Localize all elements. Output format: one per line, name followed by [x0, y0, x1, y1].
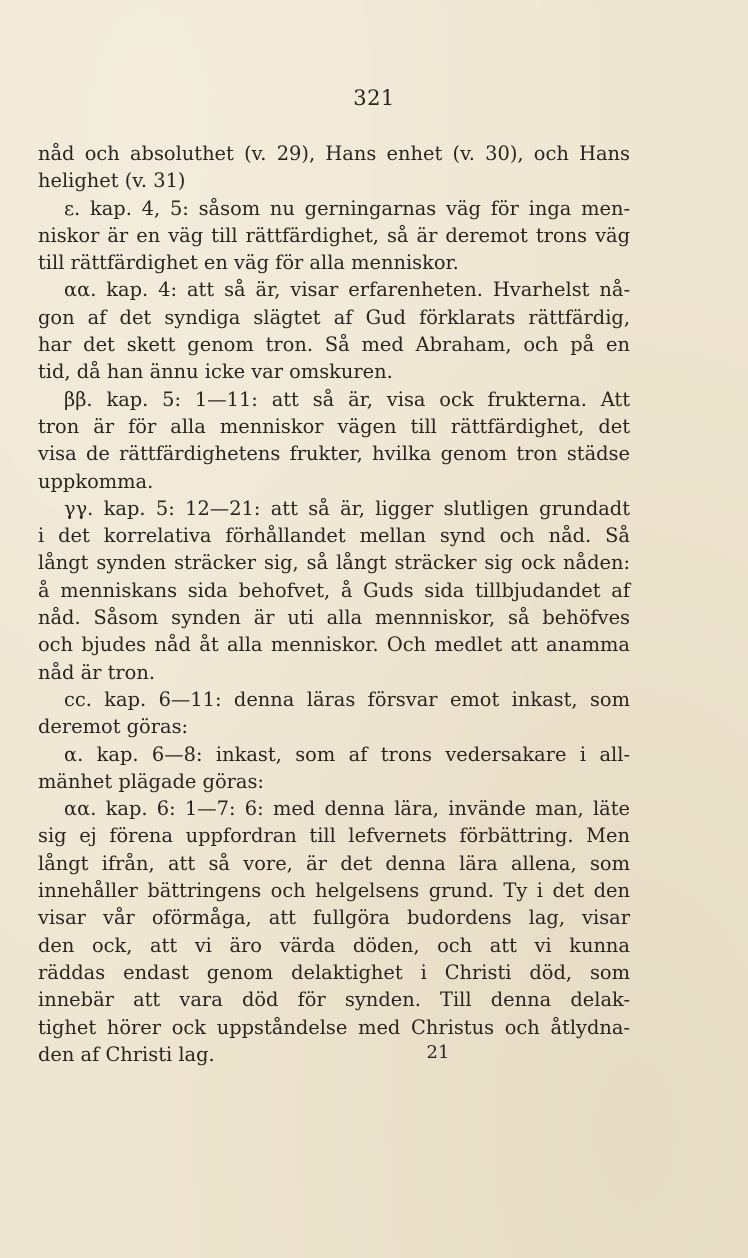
text-line: i det korrelativa förhållandet mellan synd och nåd. Så [38, 524, 630, 548]
text-line: mänhet plägade göras: [38, 769, 264, 793]
text-line: αα. kap. 6: 1—7: 6: med denna lära, invände man, läte [64, 797, 630, 821]
text-line: till rättfärdighet en väg för alla menniskor. [38, 251, 459, 275]
text-line: den af Christi lag. [38, 1042, 215, 1066]
text-line: räddas endast genom delaktighet i Christi död, som [38, 960, 630, 984]
text-line: nåd. Såsom synden är uti alla mennniskor, så behöfves [38, 606, 630, 630]
text-line: γγ. kap. 5: 12—21: att så är, ligger slutligen grundadt [64, 496, 630, 520]
text-line: tighet hörer ock uppståndelse med Christus och åtlydna- [38, 1015, 630, 1039]
text-line: ε. kap. 4, 5: såsom nu gerningarnas väg för inga men- [64, 196, 630, 220]
text-line: nåd är tron. [38, 660, 156, 684]
text-line: nåd och absoluthet (v. 29), Hans enhet (v. 30), och Hans [38, 142, 630, 165]
text-line: tid, då han ännu icke var omskuren. [38, 360, 393, 384]
text-line: tron är för alla menniskor vägen till rättfärdighet, det [38, 414, 630, 438]
text-line: långt ifrån, att så vore, är det denna lära allena, som [38, 851, 630, 875]
text-line: sig ej förena uppfordran till lefvernets förbättring. Men [38, 824, 630, 848]
text-line: uppkomma. [38, 469, 154, 493]
text-line: α. kap. 6—8: inkast, som af trons vedersakare i all- [64, 742, 630, 766]
text-line: αα. kap. 4: att så är, visar erfarenheten. Hvarhelst nå- [64, 278, 630, 302]
text-line: ββ. kap. 5: 1—11: att så är, visa ock frukterna. Att [64, 387, 630, 411]
text-line: innehåller bättringens och helgelsens grund. Ty i det den [38, 879, 630, 903]
text-line: cc. kap. 6—11: denna läras försvar emot inkast, som [64, 687, 630, 711]
text-line: har det skett genom tron. Så med Abraham, och på en [38, 333, 630, 357]
text-line: långt synden sträcker sig, så långt sträcker sig ock nåden: [38, 551, 630, 575]
text-line: innebär att vara död för synden. Till denna delak- [38, 988, 630, 1012]
body-text [38, 140, 630, 1068]
text-line: deremot göras: [38, 715, 189, 739]
text-line: och bjudes nåd åt alla menniskor. Och medlet att anamma [38, 633, 630, 657]
text-line: visar vår oförmåga, att fullgöra budordens lag, visar [38, 906, 630, 930]
page-number: 321 [353, 86, 395, 110]
text-line: visa de rättfärdighetens frukter, hvilka genom tron städse [38, 442, 630, 466]
text-line: niskor är en väg till rättfärdighet, så är deremot trons väg [38, 223, 630, 247]
text-line: å menniskans sida behofvet, å Guds sida tillbjudandet af [38, 578, 630, 602]
text-line: den ock, att vi äro värda döden, och att vi kunna [38, 933, 630, 957]
signature-mark: 21 [426, 1042, 450, 1063]
text-line: gon af det syndiga slägtet af Gud förklarats rättfärdig, [38, 305, 630, 329]
text-line: helighet (v. 31) [38, 169, 186, 193]
